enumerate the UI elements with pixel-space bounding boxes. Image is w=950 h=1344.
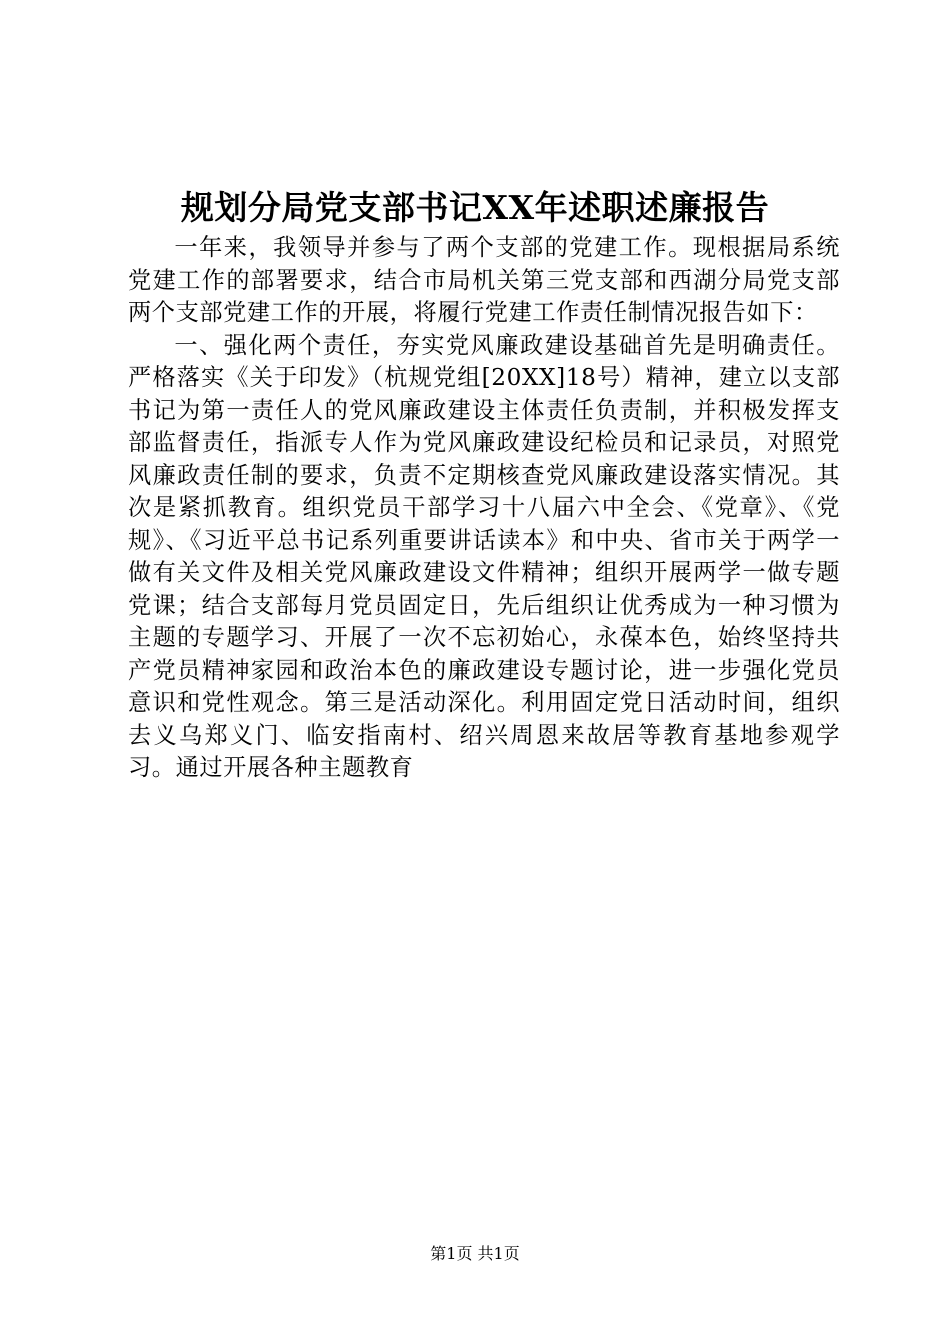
document-title: 规划分局党支部书记XX年述职述廉报告	[180, 188, 770, 227]
paragraph: 一年来，我领导并参与了两个支部的党建工作。现根据局系统党建工作的部署要求，结合市局机关第三党支部和西湖分局党支部两个支部党建工作的开展，将履行党建工作责任制情况报告如下：	[128, 234, 840, 326]
page-footer: 第1页 共1页	[430, 1244, 520, 1263]
paragraph: 一、强化两个责任，夯实党风廉政建设基础首先是明确责任。严格落实《关于印发》（杭规党组[20XX]18号）精神，建立以支部书记为第一责任人的党风廉政建设主体责任负责制，并积极发挥支部监督责任，指派专人作为党风廉政建设纪检员和记录员，对照党风廉政责任制的要求，负责不定期核查党风廉政建设落实情况。其次是紧抓教育。组织党员干部学习十八届六中全会、《党章》、《党规》、《习近平总书记系列重要讲话读本》和中央、省市关于两学一做有关文件及相关党风廉政建设文件精神；组织开展两学一做专题党课；结合支部每月党员固定日，先后组织让优秀成为一种习惯为主题的专题学习、开展了一次不忘初始心，永葆本色，始终坚持共产党员精神家园和政治本色的廉政建设专题讨论，进一步强化党员意识和党性观念。第三是活动深化。利用固定党日活动时间，组织去义乌郑义门、临安指南村、绍兴周恩来故居等教育基地参观学习。通过开展各种主题教育	[128, 331, 840, 781]
document-body	[128, 232, 840, 785]
